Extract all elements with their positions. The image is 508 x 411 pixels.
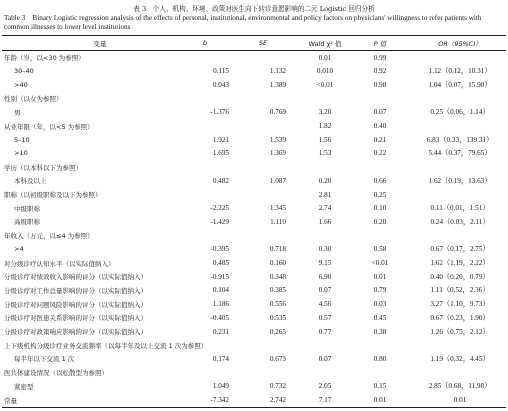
cell-label: 5–10 [14,135,30,144]
cell-p: <0.01 [371,259,389,267]
table-row [0,258,508,269]
cell-or: 5.44（0.37，79.65） [428,149,492,158]
cell-p: 0.66 [373,176,387,185]
cell-or: 6.83（0.33，139.31） [426,135,494,144]
cell-wald: 2.74 [318,204,332,213]
bottom-rule [2,407,506,408]
table-row [0,312,508,323]
cell-p: 0.10 [373,204,387,213]
cell-se: 0.348 [269,272,286,281]
cell-b: -0.405 [210,313,229,322]
cell-b: 1.921 [212,135,229,144]
cell-label: 年收入（万元，以≤4 为参照） [4,232,94,241]
table-row [0,121,508,132]
header-wald: Wald χ² 值 [308,39,342,48]
header-se: SE [258,39,268,47]
cell-b: -2.225 [210,204,229,213]
cell-label: >40 [14,80,28,89]
cell-se: 1.087 [269,176,286,185]
table-row [0,326,508,337]
cell-wald: 0.30 [318,245,332,254]
cell-se: 0.769 [269,108,286,117]
cell-label: 分级诊疗对问题风险影响的评分（以实际值纳入） [4,300,147,309]
cell-label: 常量 [4,396,17,405]
cell-p: 0.25 [373,190,387,199]
table-row [0,107,508,118]
cell-se [238,230,286,241]
cell-p: 0.92 [373,67,387,76]
header-b: b [202,39,208,47]
cell-label: 医共体建设情况（以松散型为参照） [4,369,108,378]
table-row [0,148,508,159]
cell-b: 0.231 [212,327,229,336]
cell-wald: 2.05 [318,382,332,391]
cell-or: 1.04（0.07，15.90） [428,80,492,89]
cell-se: 0.732 [269,382,286,391]
cell-p: 0.80 [373,354,387,363]
cell-or: 0.11（0.01，1.51） [430,204,490,213]
cell-p [360,230,400,241]
table-row [0,162,508,173]
cell-wald: 1.56 [318,135,332,144]
cell-label: 分级诊疗对政策响应影响的评分（以实际值纳入） [4,328,147,336]
cell-wald: 0.57 [318,313,332,322]
cell-or [412,162,508,173]
cell-or: 0.67（0.23，1.90） [430,313,490,322]
cell-or [412,189,508,200]
cell-se [238,162,286,173]
table-row [0,189,508,200]
cell-b: -1.376 [210,108,229,117]
cell-p [360,367,400,378]
cell-p: 0.22 [373,149,387,158]
cell-wald: 7.17 [318,396,332,404]
cell-or: 1.11（0.52，2.36） [430,286,490,295]
cell-b: 1.186 [212,300,229,309]
cell-p [360,340,400,351]
cell-wald: 0.07 [318,354,332,363]
cell-label: 从业年限（年，以<5 为参照） [4,122,94,131]
cell-label: 年龄（岁，以<30 为参照） [4,54,85,62]
cell-b: -0.915 [210,272,229,281]
cell-se [238,52,286,63]
cell-or: 0.24（0.03，2.11） [430,217,490,226]
cell-b [183,121,229,132]
cell-b [183,367,229,378]
cell-se [238,367,286,378]
cell-label: 学历（以本科以下为参照） [4,163,82,172]
cell-or: 2.85（0.68，11.98） [428,382,492,391]
cell-se: 0.673 [269,354,286,363]
cell-se: 1.110 [270,217,286,226]
cell-se: 0.265 [269,327,286,336]
cell-wald: 4.56 [318,300,332,309]
cell-label: 本科及以上 [14,177,47,186]
cell-se: 1.132 [269,67,286,76]
cell-label: 分级诊疗对绩效收入影响的评分（以实际值纳入） [4,273,147,282]
cell-p: 0.20 [373,217,387,226]
cell-label: 30–40 [14,67,34,76]
cell-p: 0.40 [373,122,387,130]
cell-se: 0.385 [269,286,286,295]
cell-p: 0.45 [373,313,387,322]
cell-wald: <0.01 [316,80,334,89]
cell-p: 0.99 [373,53,387,62]
cell-se: 0.535 [269,313,286,322]
table-row [0,175,508,186]
cell-or [412,230,508,241]
table-row [0,381,508,392]
cell-p: 0.01 [373,272,387,281]
table-caption-en: Table 3 Binary Logistic regression analysis of the effects of personal, institutional, environmental and policy factors on physicians' willingness to refer patients with common illnesses to lower level institutions [4,14,482,31]
cell-b: 0.115 [213,67,229,76]
cell-label: >10 [14,149,28,158]
cell-wald [305,340,345,351]
cell-wald [305,367,345,378]
cell-label: 分级诊疗对医患关系影响的评分（以实际值纳入） [4,314,147,323]
table-row [0,230,508,241]
cell-label: >4 [14,245,24,254]
cell-b: 1.695 [212,149,229,158]
cell-b [183,189,229,200]
cell-label: 男 [14,108,21,117]
cell-b: 0.043 [212,80,229,89]
cell-label: 高级职称 [14,218,40,227]
cell-p [360,93,400,104]
cell-or: 1.62（0.19，13.63） [428,176,492,185]
table-row [0,285,508,296]
cell-p: 0.03 [373,300,387,309]
cell-or: 0.67（0.17，2.75） [430,245,490,254]
table-row [0,66,508,77]
cell-b [183,340,229,351]
cell-or: 0.01 [453,396,467,404]
cell-wald [305,230,345,241]
cell-b: 1.049 [212,382,229,391]
cell-b: -0.395 [210,245,229,254]
cell-se: 0.718 [269,245,286,254]
cell-wald: 1.82 [318,122,332,130]
cell-or [412,52,508,63]
cell-b: 0.104 [212,286,229,295]
table-row [0,299,508,310]
cell-b [183,162,229,173]
cell-label: 中级职称 [14,204,40,213]
table-row [0,395,508,406]
cell-se: 2.742 [269,396,286,404]
cell-wald: 0.010 [316,67,334,76]
cell-se: 1.539 [269,135,286,144]
table-row [0,353,508,364]
cell-se [238,189,286,200]
cell-b [183,93,229,104]
table-row [0,271,508,282]
cell-wald: 0.07 [318,286,332,295]
cell-or: 1.62（1.19，2.22） [430,259,490,267]
cell-b: 0.174 [212,354,229,363]
cell-label: 职称（以初级职称及以下为参照） [4,191,102,199]
header-or: OR（95%CI） [438,39,482,48]
table-row [0,52,508,63]
cell-label: 上下级机构分级诊疗业务交流频率（以每半年及以上交流 1 次为参照） [4,341,208,350]
cell-wald: 3.20 [318,108,332,117]
cell-se: 1.369 [269,149,286,158]
cell-se [238,121,286,132]
cell-or [412,367,508,378]
table-header [0,36,508,50]
cell-p: 0.15 [373,382,387,391]
cell-wald: 9.15 [318,259,332,267]
cell-b: 0.482 [212,176,229,185]
cell-wald: 0.20 [318,176,332,185]
cell-p: 0.79 [373,286,387,295]
cell-p: 0.98 [373,80,387,89]
cell-wald: 1.66 [318,217,332,226]
cell-b [183,52,229,63]
cell-or: 3.27（1.10，9.73） [430,300,490,309]
header-rule [2,50,506,51]
cell-se: 0.160 [269,259,286,267]
cell-wald [305,93,345,104]
table-row [0,244,508,255]
cell-label: 紧密型 [14,382,34,391]
cell-wald: 0.01 [318,53,332,62]
table-row [0,203,508,214]
cell-wald: 1.53 [318,149,332,158]
cell-se [238,340,286,351]
cell-label: 性别（以女为参照） [4,95,63,104]
cell-b [183,230,229,241]
cell-or: 0.40（0.20，0.79） [430,272,490,281]
cell-label: 每半年以下交流 1 次 [14,355,75,364]
cell-p [360,162,400,173]
table-caption-zh: 表 3 个人、机构、环境、政策对医生向下转诊意愿影响的二元 Logistic 回归分析 [133,5,375,13]
table-row [0,134,508,145]
cell-b: -1.429 [210,217,229,226]
header-p: P 值 [373,39,387,48]
cell-wald: 6.90 [318,272,332,281]
cell-label: 分级诊疗对工作总量影响的评分（以实际值纳入） [4,286,147,295]
cell-se: 1.345 [269,204,286,213]
cell-se: 1.389 [269,80,286,89]
cell-se [238,93,286,104]
cell-se: 0.556 [269,300,286,309]
cell-wald: 2.81 [318,190,332,199]
cell-or: 1.26（0.75，2.12） [430,327,490,336]
cell-or [412,93,508,104]
table-row [0,79,508,90]
table-row [0,367,508,378]
header-variable: 变量 [93,39,107,48]
cell-or: 0.25（0.06，1.14） [430,108,490,117]
cell-label: 对分级诊疗认知水平（以实际值纳入） [4,259,115,268]
table-row [0,216,508,227]
cell-wald [305,162,345,173]
cell-p: 0.58 [373,245,387,254]
cell-or: 1.12（0.12，10.31） [428,67,492,76]
cell-or [412,121,508,132]
table-row [0,93,508,104]
cell-wald: 0.77 [318,327,332,336]
cell-b: 0.485 [212,259,229,267]
cell-p: 0.01 [373,396,387,404]
cell-or [412,340,508,351]
cell-or: 1.19（0.32，4.45） [430,354,490,363]
cell-p: 0.21 [373,135,387,144]
cell-b: -7.342 [210,396,229,404]
cell-p: 0.38 [373,327,387,336]
cell-p: 0.07 [373,108,387,117]
table-row [0,340,508,351]
